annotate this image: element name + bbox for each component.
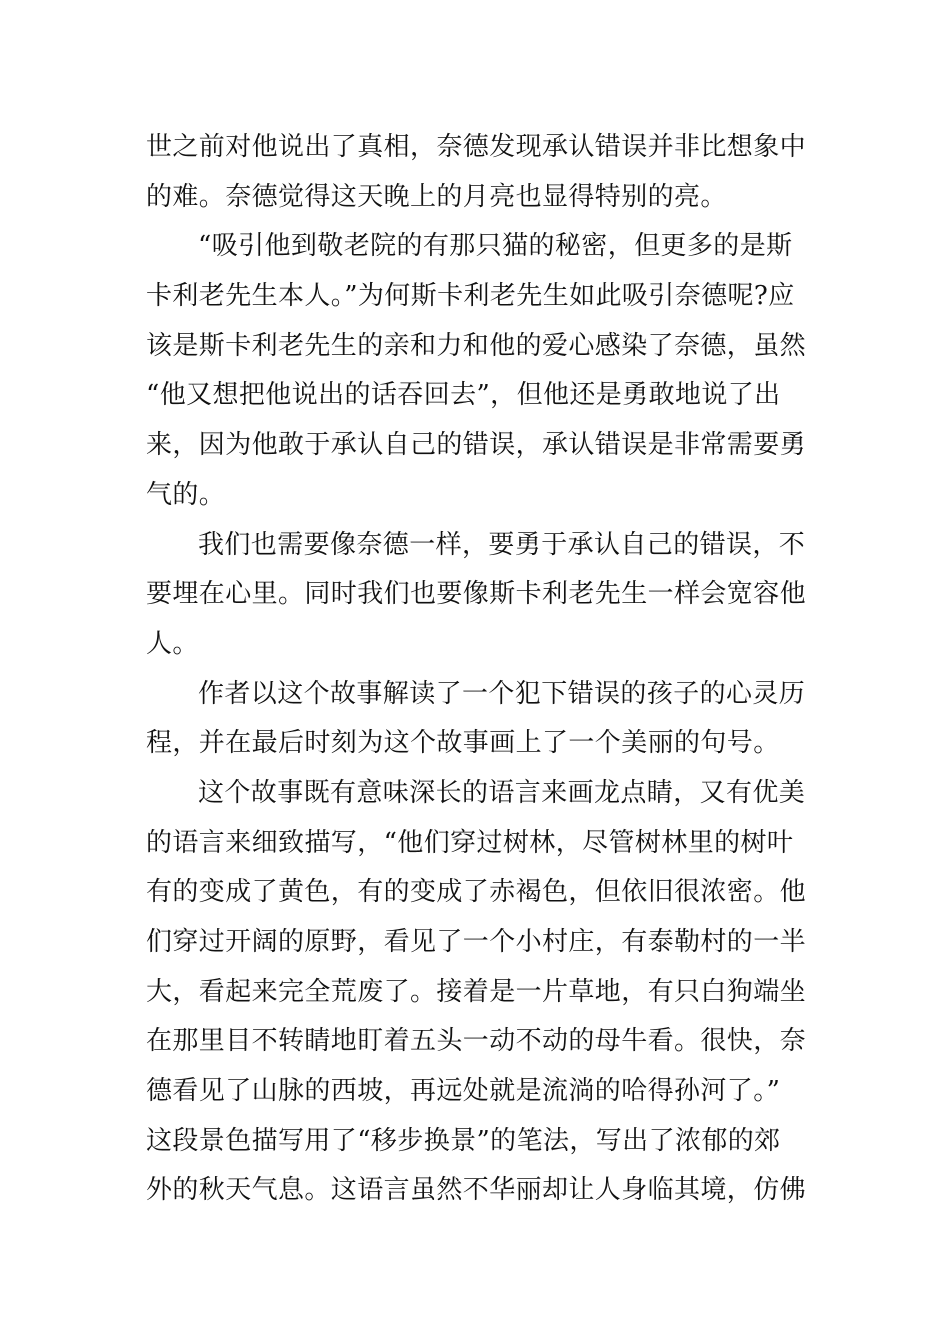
text-line: 这个故事既有意味深长的语言来画龙点睛，又有优美	[198, 777, 806, 808]
text-line: 人。	[146, 628, 199, 659]
text-line: “他又想把他说出的话吞回去”，但他还是勇敢地说了出	[146, 380, 781, 411]
text-line: 外的秋天气息。这语言虽然不华丽却让人身临其境，仿佛	[146, 1175, 807, 1206]
text-line: 世之前对他说出了真相，奈德发现承认错误并非比想象中	[146, 132, 807, 162]
text-line: 程，并在最后时刻为这个故事画上了一个美丽的句号。	[146, 728, 780, 759]
document-body	[146, 123, 806, 1216]
text-line: 要埋在心里。同时我们也要像斯卡利老先生一样会宽容他	[146, 579, 807, 610]
text-line: 我们也需要像奈德一样，要勇于承认自己的错误，不	[198, 529, 806, 560]
text-line: 有的变成了黄色，有的变成了赤褐色，但依旧很浓密。他	[146, 877, 807, 908]
text-line: “吸引他到敬老院的有那只猫的秘密，但更多的是斯	[198, 231, 793, 262]
text-line: 这段景色描写用了“移步换景”的笔法，写出了浓郁的郊	[146, 1125, 781, 1156]
text-line: 大，看起来完全荒废了。接着是一片草地，有只白狗端坐	[146, 976, 807, 1007]
text-line: 们穿过开阔的原野，看见了一个小村庄，有泰勒村的一半	[146, 927, 807, 957]
text-line: 的语言来细致描写，“他们穿过树林，尽管树林里的树叶	[146, 827, 794, 858]
text-line: 该是斯卡利老先生的亲和力和他的爱心感染了奈德，虽然	[146, 330, 807, 361]
text-line: 德看见了山脉的西坡，再远处就是流淌的哈得孙河了。”	[146, 1076, 781, 1107]
text-line: 来，因为他敢于承认自己的错误，承认错误是非常需要勇	[146, 430, 807, 461]
text-line: 的难。奈德觉得这天晚上的月亮也显得特别的亮。	[146, 181, 727, 212]
text-line: 在那里目不转睛地盯着五头一动不动的母牛看。很快，奈	[146, 1026, 807, 1057]
text-line: 气的。	[146, 479, 226, 510]
text-line: 卡利老先生本人。”为何斯卡利老先生如此吸引奈德呢?应	[146, 281, 795, 312]
text-line: 作者以这个故事解读了一个犯下错误的孩子的心灵历	[198, 678, 806, 709]
